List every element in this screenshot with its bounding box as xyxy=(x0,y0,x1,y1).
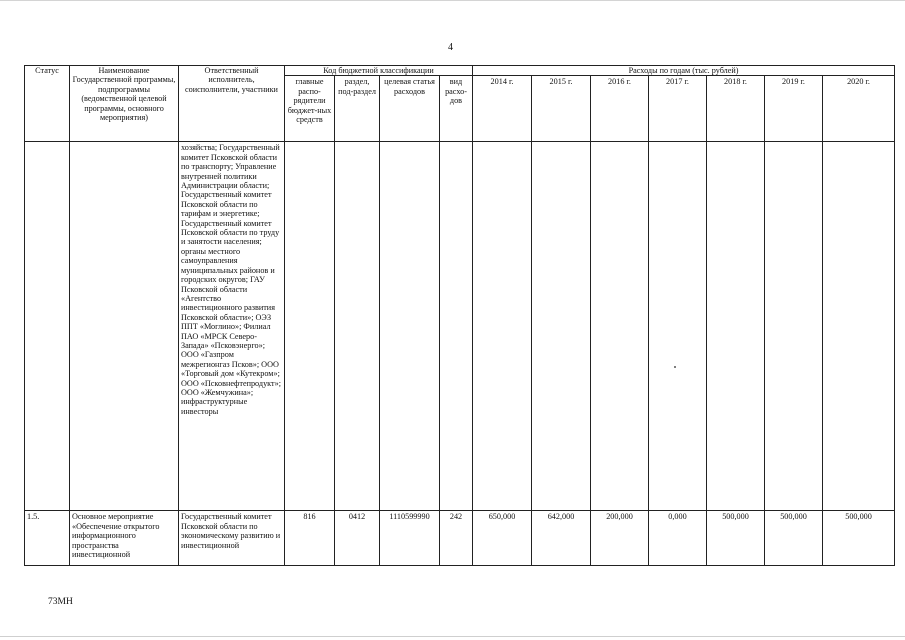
cell-2014-empty xyxy=(473,142,532,511)
header-main-manager: главные распо-рядители бюджет-ных средств xyxy=(285,76,335,142)
cell-program-name: Основное мероприятие «Обеспечение открытого информационного пространства инвестиционной xyxy=(70,511,179,566)
cell-value-2016: 200,000 xyxy=(591,511,649,566)
cell-value-2020: 500,000 xyxy=(823,511,895,566)
cell-main-manager-empty xyxy=(285,142,335,511)
table-row-continuation xyxy=(25,142,895,511)
page-number: 4 xyxy=(448,42,453,53)
header-status: Статус xyxy=(25,66,70,142)
cell-status-empty xyxy=(25,142,70,511)
header-year-2019: 2019 г. xyxy=(765,76,823,142)
cell-value-2019: 500,000 xyxy=(765,511,823,566)
cell-main-manager: 816 xyxy=(285,511,335,566)
header-year-2017: 2017 г. xyxy=(649,76,707,142)
cell-2015-empty xyxy=(532,142,591,511)
header-expense-type: вид расхо-дов xyxy=(440,76,473,142)
header-program-name: Наименование Государственной программы, подпрограммы (ведомственной целевой программы, основного мероприятия) xyxy=(70,66,179,142)
cell-name-empty xyxy=(70,142,179,511)
header-year-2018: 2018 г. xyxy=(707,76,765,142)
header-target-article: целевая статья расходов xyxy=(380,76,440,142)
header-year-2014: 2014 г. xyxy=(473,76,532,142)
cell-2018-empty xyxy=(707,142,765,511)
header-year-2015: 2015 г. xyxy=(532,76,591,142)
cell-section: 0412 xyxy=(335,511,380,566)
header-row-groups xyxy=(25,66,895,76)
footer-document-code: 73МН xyxy=(48,597,73,607)
cell-value-2015: 642,000 xyxy=(532,511,591,566)
cell-2016-empty xyxy=(591,142,649,511)
table-row-1-5 xyxy=(25,511,895,566)
cell-target-article-empty xyxy=(380,142,440,511)
cell-executor: Государственный комитет Псковской области по экономическому развитию и инвестиционной xyxy=(179,511,285,566)
header-executor: Ответственный исполнитель, соисполнители, участники xyxy=(179,66,285,142)
cell-value-2017: 0,000 xyxy=(649,511,707,566)
budget-program-table xyxy=(24,65,895,566)
scan-edge-bottom xyxy=(0,636,905,637)
cell-section-empty xyxy=(335,142,380,511)
header-year-2020: 2020 г. xyxy=(823,76,895,142)
header-section: раздел, под-раздел xyxy=(335,76,380,142)
cell-status: 1.5. xyxy=(25,511,70,566)
cell-2019-empty xyxy=(765,142,823,511)
cell-value-2018: 500,000 xyxy=(707,511,765,566)
cell-expense-type-empty xyxy=(440,142,473,511)
cell-executor-continuation: хозяйства; Государственный комитет Псковской области по транспорту; Управление внутренней политики Администрации области; Государственный комитет Псковской области по тарифам и энергетике; Государственный комитет Псковской области по труду и занятости населения; органы местного самоуправления муниципальных районов и городских округов; ГАУ Псковской области «Агентство инвестиционного развития Псковской области»; ОЭЗ ППТ «Моглино»; Филиал ПАО «МРСК Северо-Запада» «Псковэнерго»; ООО «Газпром межрегионгаз Псков»; ООО «Торговый дом «Кутекром»; ООО «Псковнефтепродукт»; ООО «Жемчужина»; инфраструктурные инвесторы xyxy=(179,142,285,511)
header-expenses-group: Расходы по годам (тыс. рублей) xyxy=(473,66,895,76)
scan-speck xyxy=(674,366,676,368)
header-budget-code-group: Код бюджетной классификации xyxy=(285,66,473,76)
cell-2017-empty xyxy=(649,142,707,511)
cell-value-2014: 650,000 xyxy=(473,511,532,566)
cell-expense-type: 242 xyxy=(440,511,473,566)
scan-edge-top xyxy=(0,0,905,1)
cell-target-article: 1110599990 xyxy=(380,511,440,566)
header-year-2016: 2016 г. xyxy=(591,76,649,142)
cell-2020-empty xyxy=(823,142,895,511)
